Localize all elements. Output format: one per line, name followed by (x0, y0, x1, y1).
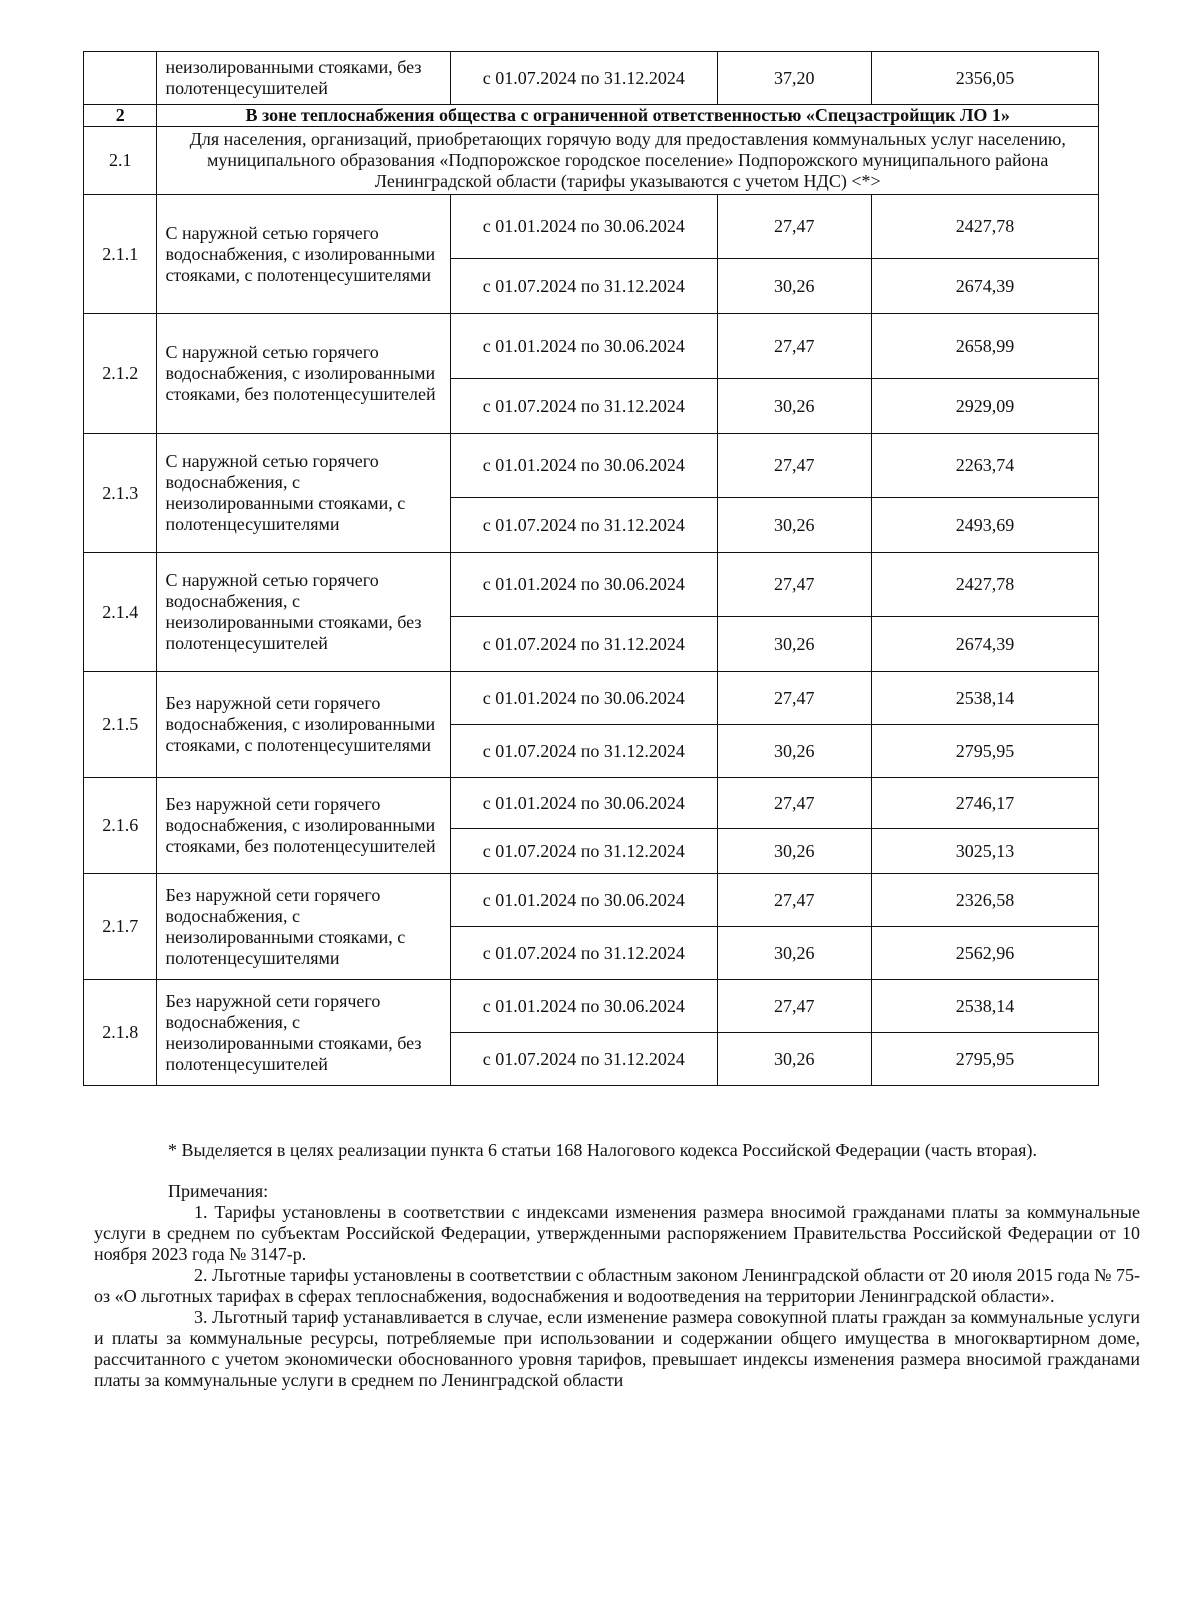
row-value-a: 30,26 (717, 927, 872, 980)
row-period: с 01.01.2024 по 30.06.2024 (451, 874, 717, 927)
row-value-b: 2356,05 (872, 52, 1099, 105)
note-item-3: 3. Льготный тариф устанавливается в случае, если изменение размера совокупной платы граждан за коммунальные услуги и платы за коммунальные ресурсы, потребляемые при использовании и содержании общего имущества в многоквартирном доме, рассчитанного с учетом экономически обоснованного уровня тарифов, превышает индексы изменения размера вносимой гражданами платы за коммунальные услуги в среднем по Ленинградской области (94, 1307, 1140, 1390)
row-value-a: 27,47 (717, 672, 872, 725)
row-value-a: 30,26 (717, 829, 872, 874)
row-number: 2.1.7 (84, 874, 157, 980)
row-period: с 01.07.2024 по 31.12.2024 (451, 52, 717, 105)
table-row (84, 314, 1099, 379)
row-value-b: 2674,39 (872, 617, 1099, 672)
row-value-a: 27,47 (717, 980, 872, 1033)
subsection-title: Для населения, организаций, приобретающих горячую воду для предоставления коммунальных услуг населению, муниципального образования «Подпорожское городское поселение» Подпорожского муниципального района Ленинградской области (тарифы указываются с учетом НДС) <*> (157, 127, 1099, 195)
row-period: с 01.07.2024 по 31.12.2024 (451, 379, 717, 434)
row-period: с 01.07.2024 по 31.12.2024 (451, 617, 717, 672)
footnote: * Выделяется в целях реализации пункта 6 статьи 168 Налогового кодекса Российской Федерации (часть вторая). (168, 1140, 1037, 1160)
row-period: с 01.07.2024 по 31.12.2024 (451, 1033, 717, 1086)
row-value-b: 2562,96 (872, 927, 1099, 980)
row-description: неизолированными стояками, без полотенцесушителей (157, 52, 451, 105)
tariff-table (83, 51, 1099, 1086)
row-description: С наружной сетью горячего водоснабжения, с неизолированными стояками, без полотенцесушителей (157, 553, 451, 672)
row-value-a: 30,26 (717, 498, 872, 553)
row-number: 2.1.8 (84, 980, 157, 1086)
row-period: с 01.01.2024 по 30.06.2024 (451, 195, 717, 259)
row-value-a: 27,47 (717, 314, 872, 379)
row-value-a: 37,20 (717, 52, 872, 105)
row-value-a: 30,26 (717, 1033, 872, 1086)
row-description: Без наружной сети горячего водоснабжения, с изолированными стояками, с полотенцесушителями (157, 672, 451, 778)
row-value-a: 30,26 (717, 379, 872, 434)
row-description: С наружной сетью горячего водоснабжения, с изолированными стояками, с полотенцесушителями (157, 195, 451, 314)
row-value-b: 3025,13 (872, 829, 1099, 874)
row-value-b: 2538,14 (872, 672, 1099, 725)
row-period: с 01.07.2024 по 31.12.2024 (451, 498, 717, 553)
row-description: Без наружной сети горячего водоснабжения, с изолированными стояками, без полотенцесушителей (157, 778, 451, 874)
row-number: 2.1.3 (84, 434, 157, 553)
table-row (84, 553, 1099, 617)
row-period: с 01.01.2024 по 30.06.2024 (451, 672, 717, 725)
row-period: с 01.07.2024 по 31.12.2024 (451, 829, 717, 874)
row-value-a: 30,26 (717, 725, 872, 778)
row-period: с 01.07.2024 по 31.12.2024 (451, 927, 717, 980)
row-number (84, 52, 157, 105)
subsection-row (84, 127, 1099, 195)
row-value-a: 27,47 (717, 874, 872, 927)
subsection-number: 2.1 (84, 127, 157, 195)
row-value-b: 2326,58 (872, 874, 1099, 927)
row-period: с 01.07.2024 по 31.12.2024 (451, 259, 717, 314)
row-description: С наружной сетью горячего водоснабжения, с изолированными стояками, без полотенцесушителей (157, 314, 451, 434)
row-period: с 01.01.2024 по 30.06.2024 (451, 314, 717, 379)
row-value-b: 2493,69 (872, 498, 1099, 553)
row-value-b: 2427,78 (872, 553, 1099, 617)
row-number: 2.1.6 (84, 778, 157, 874)
row-value-a: 30,26 (717, 617, 872, 672)
notes-heading: Примечания: (168, 1181, 269, 1201)
row-value-b: 2795,95 (872, 725, 1099, 778)
row-value-a: 27,47 (717, 434, 872, 498)
row-period: с 01.01.2024 по 30.06.2024 (451, 553, 717, 617)
table-row (84, 778, 1099, 829)
row-number: 2.1.1 (84, 195, 157, 314)
row-value-b: 2263,74 (872, 434, 1099, 498)
row-value-a: 30,26 (717, 259, 872, 314)
table-row-top (84, 52, 1099, 105)
row-number: 2.1.5 (84, 672, 157, 778)
table-row (84, 672, 1099, 725)
row-value-b: 2427,78 (872, 195, 1099, 259)
row-description: С наружной сетью горячего водоснабжения, с неизолированными стояками, с полотенцесушителями (157, 434, 451, 553)
row-value-b: 2746,17 (872, 778, 1099, 829)
row-period: с 01.01.2024 по 30.06.2024 (451, 434, 717, 498)
row-value-b: 2538,14 (872, 980, 1099, 1033)
notes-block (94, 1140, 1140, 1391)
note-item-1: 1. Тарифы установлены в соответствии с индексами изменения размера вносимой гражданами платы за коммунальные услуги в среднем по субъектам Российской Федерации, утвержденными распоряжением Правительства Российской Федерации от 10 ноября 2023 года № 3147-р. (94, 1202, 1140, 1264)
table-row (84, 874, 1099, 927)
row-period: с 01.01.2024 по 30.06.2024 (451, 778, 717, 829)
section-number: 2 (84, 105, 157, 127)
section-title: В зоне теплоснабжения общества с ограниченной ответственностью «Спецзастройщик ЛО 1» (157, 105, 1099, 127)
row-period: с 01.07.2024 по 31.12.2024 (451, 725, 717, 778)
table-row (84, 980, 1099, 1033)
table-row (84, 195, 1099, 259)
row-value-a: 27,47 (717, 195, 872, 259)
row-number: 2.1.2 (84, 314, 157, 434)
section-row (84, 105, 1099, 127)
row-value-a: 27,47 (717, 778, 872, 829)
row-value-b: 2795,95 (872, 1033, 1099, 1086)
row-value-b: 2929,09 (872, 379, 1099, 434)
row-number: 2.1.4 (84, 553, 157, 672)
row-value-b: 2658,99 (872, 314, 1099, 379)
row-value-a: 27,47 (717, 553, 872, 617)
row-description: Без наружной сети горячего водоснабжения, с неизолированными стояками, без полотенцесушителей (157, 980, 451, 1086)
table-row (84, 434, 1099, 498)
tariff-table-body (84, 52, 1099, 1086)
note-item-2: 2. Льготные тарифы установлены в соответствии с областным законом Ленинградской области от 20 июля 2015 года № 75-оз «О льготных тарифах в сферах теплоснабжения, водоснабжения и водоотведения на территории Ленинградской области». (94, 1265, 1140, 1306)
row-period: с 01.01.2024 по 30.06.2024 (451, 980, 717, 1033)
row-value-b: 2674,39 (872, 259, 1099, 314)
row-description: Без наружной сети горячего водоснабжения, с неизолированными стояками, с полотенцесушителями (157, 874, 451, 980)
